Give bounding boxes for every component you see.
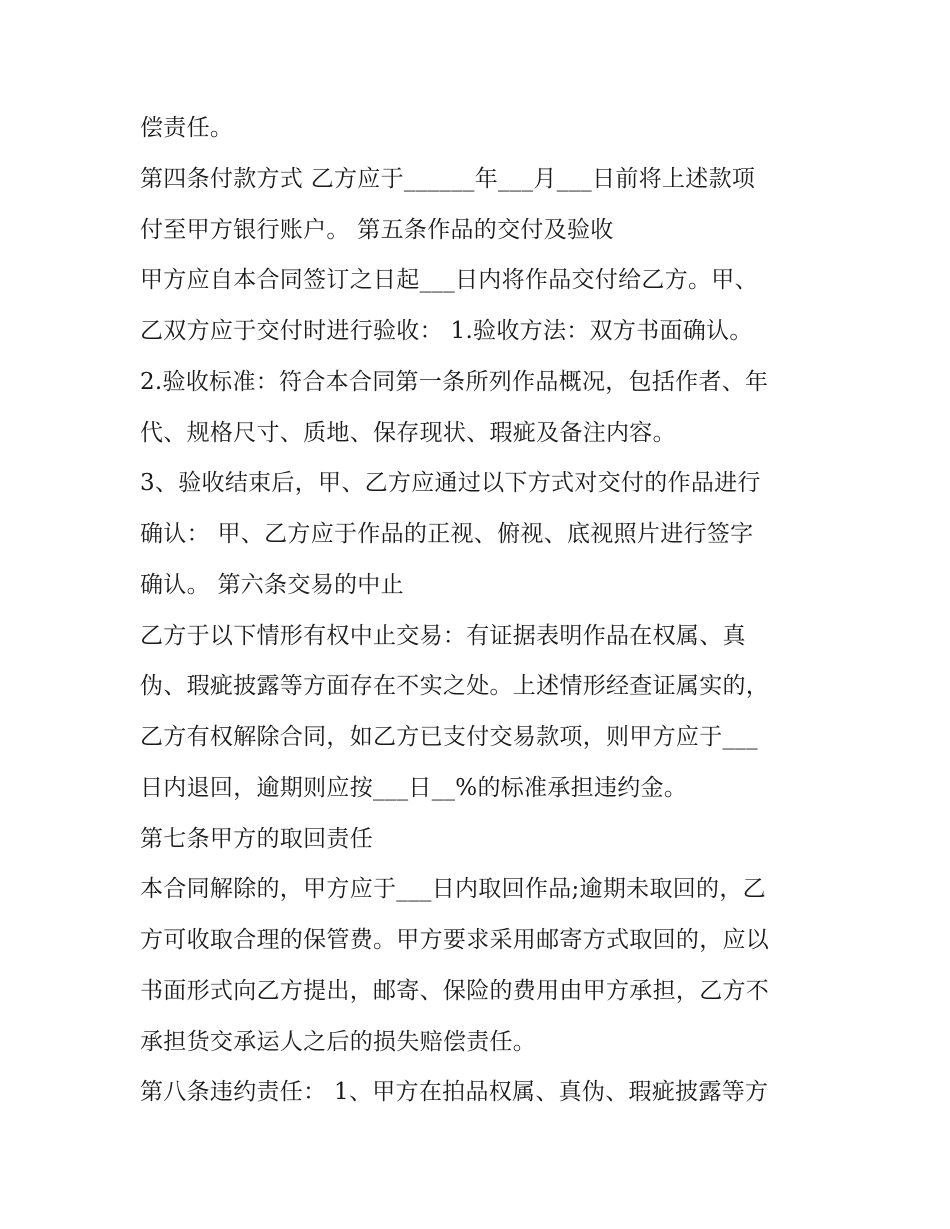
text-line: 乙方有权解除合同，如乙方已支付交易款项，则甲方应于___ xyxy=(140,724,758,750)
text-line: 书面形式向乙方提出，邮寄、保险的费用由甲方承担，乙方不 xyxy=(140,977,770,1004)
text-line: 3、验收结束后，甲、乙方应通过以下方式对交付的作品进行 xyxy=(140,470,761,497)
text-line: 伪、瑕疵披露等方面存在不实之处。上述情形经查证属实的， xyxy=(140,673,770,700)
text-line: 乙方于以下情形有权中止交易：有证据表明作品在权属、真 xyxy=(140,622,746,649)
text-line: 第四条付款方式 乙方应于______年___月___日前将上述款项 xyxy=(140,165,756,192)
text-line: 甲方应自本合同签订之日起___日内将作品交付给乙方。甲、 xyxy=(140,267,758,294)
text-line: 日内退回，逾期则应按___日__%的标准承担违约金。 xyxy=(140,774,688,801)
text-line: 代、规格尺寸、质地、保存现状、瑕疵及备注内容。 xyxy=(140,419,676,446)
text-line: 付至甲方银行账户。 第五条作品的交付及验收 xyxy=(140,216,614,243)
text-line: 确认： 甲、乙方应于作品的正视、俯视、底视照片进行签字 xyxy=(140,521,754,547)
text-line: 本合同解除的，甲方应于___日内取回作品;逾期未取回的，乙 xyxy=(140,876,766,903)
text-line: 承担货交承运人之后的损失赔偿责任。 xyxy=(140,1028,537,1055)
text-line: 偿责任。 xyxy=(140,115,234,141)
text-line: 确认。 第六条交易的中止 xyxy=(140,571,404,598)
contract-text xyxy=(140,103,830,1118)
text-line: 第七条甲方的取回责任 xyxy=(140,825,373,852)
text-line: 方可收取合理的保管费。甲方要求采用邮寄方式取回的，应以 xyxy=(140,927,770,953)
text-line: 2.验收标准：符合本合同第一条所列作品概况，包括作者、年 xyxy=(140,368,769,395)
text-line: 乙双方应于交付时进行验收： 1.验收方法：双方书面确认。 xyxy=(140,318,753,344)
text-line: 第八条违约责任： 1、甲方在拍品权属、真伪、瑕疵披露等方 xyxy=(140,1079,769,1106)
